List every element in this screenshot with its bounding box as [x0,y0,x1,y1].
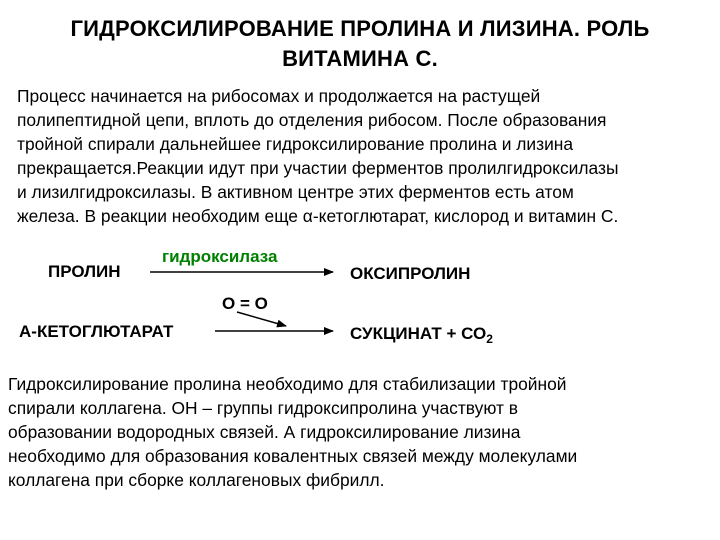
intro-line: железа. В реакции необходим еще α-кетоглютарат, кислород и витамин С. [17,206,619,226]
oxygen-arrow [237,312,286,326]
intro-line: прекращается.Реакции идут при участии ферментов пролилгидроксилазы [17,158,619,178]
oxygen-label: O = O [222,294,268,313]
coproduct-text: СУКЦИНАТ + СО [350,324,487,343]
outro-line: коллагена при сборке коллагеновых фибрилл. [8,470,385,490]
slide-title-line-1: ГИДРОКСИЛИРОВАНИЕ ПРОЛИНА И ЛИЗИНА. РОЛЬ [70,16,650,41]
intro-paragraph [17,84,717,228]
intro-line: Процесс начинается на рибосомах и продолжается на растущей [17,86,541,106]
coproduct-subscript: 2 [486,332,493,346]
coproduct-label [350,324,493,346]
slide-title [30,14,690,74]
cosubstrate-label: А-КЕТОГЛЮТАРАТ [19,322,174,341]
outro-line: спирали коллагена. ОН – группы гидроксипролина участвуют в [8,398,519,418]
outro-line: образовании водородных связей. А гидроксилирование лизина [8,422,521,442]
outro-line: необходимо для образования ковалентных связей между молекулами [8,446,578,466]
intro-line: полипептидной цепи, вплоть до отделения рибосом. После образования [17,110,607,130]
intro-line: и лизилгидроксилазы. В активном центре этих ферментов есть атом [17,182,574,202]
substrate-label: ПРОЛИН [48,262,121,281]
intro-line: тройной спирали дальнейшее гидроксилирование пролина и лизина [17,134,574,154]
slide-title-line-2: ВИТАМИНА С. [282,46,438,71]
conclusion-paragraph [8,372,708,492]
outro-line: Гидроксилирование пролина необходимо для стабилизации тройной [8,374,567,394]
enzyme-label: гидроксилаза [162,247,278,266]
product-label: ОКСИПРОЛИН [350,264,471,283]
reaction-scheme [0,240,720,360]
